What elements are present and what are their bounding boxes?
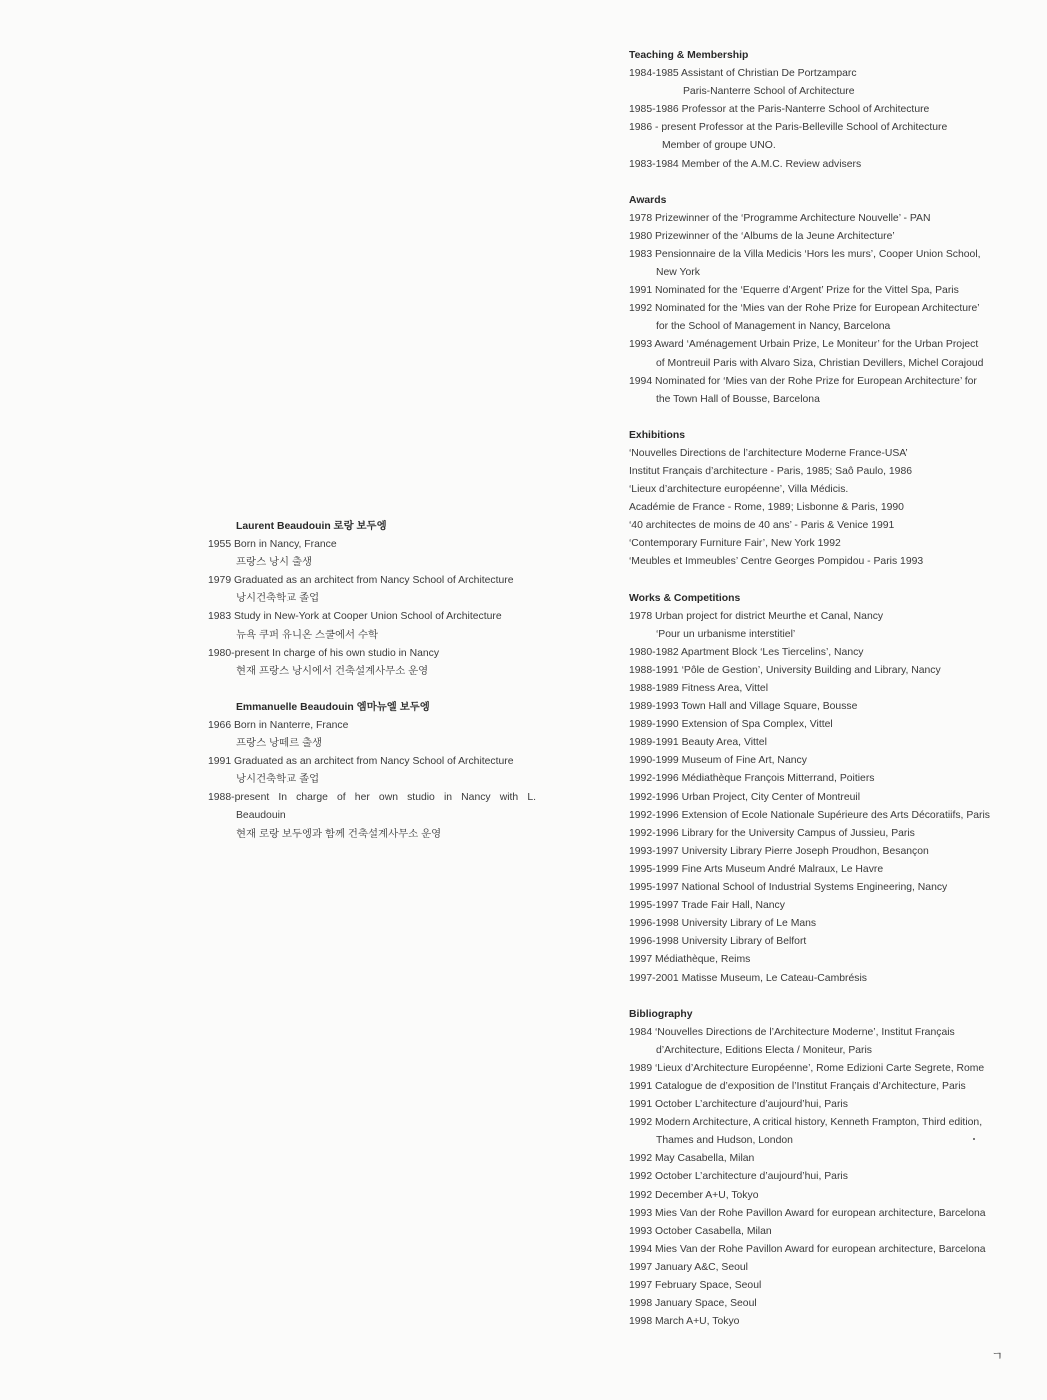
list-item: of Montreuil Paris with Alvaro Siza, Christian Devillers, Michel Corajoud [656, 357, 984, 369]
list-item: 1994 Nominated for ‘Mies van der Rohe Prize for European Architecture’ for [629, 375, 977, 387]
list-item: 1997 Médiathèque, Reims [629, 954, 751, 966]
list-item: 1985-1986 Professor at the Paris-Nanterre School of Architecture [629, 104, 930, 116]
list-item: ‘Pour un urbanisme interstitiel’ [656, 628, 796, 640]
list-item: 1989-1993 Town Hall and Village Square, Bousse [629, 701, 858, 713]
list-item: 1983 Study in New-York at Cooper Union School of Architecture [208, 611, 502, 623]
page-corner-mark: ㄱ [991, 1349, 1003, 1363]
teaching-section [629, 47, 1009, 174]
list-item: 1995-1997 Trade Fair Hall, Nancy [629, 900, 785, 912]
list-item: 1992 December A+U, Tokyo [629, 1189, 759, 1201]
emmanuelle-rows [208, 717, 538, 844]
bibliography-section [629, 1006, 1009, 1332]
teaching-rows [629, 65, 1009, 174]
list-item: Beaudouin [236, 810, 286, 822]
list-item: 1989 ‘Lieux d’Architecture Européenne’, Rome Edizioni Carte Segrete, Rome [629, 1062, 985, 1074]
list-item: 1992-1996 Library for the University Campus of Jussieu, Paris [629, 827, 915, 839]
list-item: 1994 Mies Van der Rohe Pavillon Award for european architecture, Barcelona [629, 1243, 986, 1255]
laurent-title: Laurent Beaudouin 로랑 보두엥 [236, 521, 387, 532]
list-item: 1992-1996 Urban Project, City Center of Montreuil [629, 791, 861, 803]
list-item: 뉴욕 쿠퍼 유니온 스쿨에서 수학 [236, 629, 379, 641]
list-item: 1980-1982 Apartment Block ‘Les Tiercelins’, Nancy [629, 646, 864, 658]
list-item: 1988-present In charge of her own studio in Nancy with L. [208, 792, 536, 804]
emmanuelle-title: Emmanuelle Beaudouin 엠마뉴엘 보두엥 [236, 701, 430, 713]
list-item: 1998 January Space, Seoul [629, 1298, 757, 1310]
list-item: 현재 로랑 보두엥과 함께 건축설계사무소 운영 [236, 828, 442, 840]
list-item: 1989-1991 Beauty Area, Vittel [629, 737, 767, 749]
list-item: 1980 Prizewinner of the ‘Albums de la Jeune Architecture’ [629, 230, 895, 242]
list-item: 1986 - present Professor at the Paris-Belleville School of Architecture [629, 122, 948, 134]
list-item: 프랑스 낭시 출생 [236, 557, 313, 569]
list-item: Paris-Nanterre School of Architecture [683, 86, 855, 98]
works-section [629, 590, 1009, 988]
list-item: the Town Hall of Bousse, Barcelona [656, 393, 820, 405]
list-item: 1955 Born in Nancy, France [208, 539, 337, 551]
list-item: 1989-1990 Extension of Spa Complex, Vittel [629, 719, 833, 731]
list-item: ‘40 architectes de moins de 40 ans’ - Paris & Venice 1991 [629, 520, 895, 532]
list-item: 1997 February Space, Seoul [629, 1280, 762, 1291]
bibliography-rows [629, 1024, 1009, 1332]
stray-dot [973, 1138, 975, 1140]
bibliography-title: Bibliography [629, 1008, 693, 1020]
left-column [208, 518, 538, 862]
exhibitions-title: Exhibitions [629, 429, 685, 441]
list-item: 1988-1989 Fitness Area, Vittel [629, 683, 769, 694]
list-item: Institut Français d’architecture - Paris, 1985; Saô Paulo, 1986 [629, 465, 913, 477]
list-item: 현재 프랑스 낭시에서 건축설계사무소 운영 [236, 665, 429, 677]
list-item: 1978 Prizewinner of the ‘Programme Architecture Nouvelle’ - PAN [629, 212, 931, 224]
list-item: 1991 Catalogue de d’exposition de l’Institut Français d’Architecture, Paris [629, 1080, 966, 1092]
list-item: 1993 October Casabella, Milan [629, 1225, 772, 1237]
list-item: 1984-1985 Assistant of Christian De Portzamparc [629, 68, 857, 80]
emmanuelle-section [208, 699, 538, 844]
list-item: for the School of Management in Nancy, Barcelona [656, 321, 891, 333]
awards-section [629, 192, 1009, 409]
list-item: 1980-present In charge of his own studio in Nancy [208, 647, 440, 659]
list-item: 1991 Graduated as an architect from Nancy School of Architecture [208, 756, 514, 768]
list-item: 1992-1996 Médiathèque François Mitterrand, Poitiers [629, 773, 875, 785]
list-item: 1983 Pensionnaire de la Villa Medicis ‘Hors les murs’, Cooper Union School, [629, 248, 981, 260]
list-item: 1996-1998 University Library of Belfort [629, 936, 807, 948]
list-item: 1997-2001 Matisse Museum, Le Cateau-Cambrésis [629, 972, 867, 984]
list-item: 1996-1998 University Library of Le Mans [629, 918, 817, 930]
list-item: ‘Contemporary Furniture Fair’, New York 1992 [629, 538, 841, 550]
list-item: ‘Lieux d’architecture européenne’, Villa Médicis. [629, 484, 849, 496]
list-item: New York [656, 267, 700, 279]
list-item: 1988-1991 ‘Pôle de Gestion’, University Building and Library, Nancy [629, 664, 941, 676]
list-item: 낭시건축학교 졸업 [236, 593, 320, 605]
list-item: 1992 Modern Architecture, A critical history, Kenneth Frampton, Third edition, [629, 1117, 983, 1129]
list-item: 1993 Mies Van der Rohe Pavillon Award for european architecture, Barcelona [629, 1207, 986, 1219]
list-item: d’Architecture, Editions Electa / Moniteur, Paris [656, 1044, 872, 1056]
list-item: 1998 March A+U, Tokyo [629, 1316, 740, 1328]
list-item: ‘Meubles et Immeubles’ Centre Georges Pompidou - Paris 1993 [629, 556, 924, 568]
list-item: 1993 Award ‘Aménagement Urbain Prize, Le Moniteur’ for the Urban Project [629, 339, 979, 351]
list-item: 1992 October L’architecture d’aujourd’hui, Paris [629, 1171, 848, 1183]
list-item: 1993-1997 University Library Pierre Joseph Proudhon, Besançon [629, 845, 929, 857]
list-item: 1979 Graduated as an architect from Nancy School of Architecture [208, 575, 514, 587]
list-item: 낭시건축학교 졸업 [236, 774, 320, 786]
list-item: 1990-1999 Museum of Fine Art, Nancy [629, 755, 807, 767]
list-item: 1991 October L’architecture d’aujourd’hui, Paris [629, 1099, 848, 1111]
list-item: 1991 Nominated for the ‘Equerre d’Argent’ Prize for the Vittel Spa, Paris [629, 285, 959, 297]
list-item: 1983-1984 Member of the A.M.C. Review advisers [629, 158, 862, 170]
list-item: 1997 January A&C, Seoul [629, 1261, 748, 1273]
laurent-section [208, 518, 538, 681]
teaching-title: Teaching & Membership [629, 50, 749, 61]
right-column [629, 47, 1009, 1349]
works-rows [629, 608, 1009, 988]
list-item: 1992 Nominated for the ‘Mies van der Rohe Prize for European Architecture’ [629, 303, 980, 315]
works-title: Works & Competitions [629, 592, 741, 604]
list-item: 1992 May Casabella, Milan [629, 1153, 755, 1165]
list-item: ‘Nouvelles Directions de l’architecture Moderne France-USA’ [629, 447, 908, 459]
list-item: 1978 Urban project for district Meurthe et Canal, Nancy [629, 610, 884, 622]
list-item: 1992-1996 Extension of Ecole Nationale Supérieure des Arts Décoratiifs, Paris [629, 809, 990, 821]
list-item: 1995-1997 National School of Industrial Systems Engineering, Nancy [629, 882, 948, 894]
awards-title: Awards [629, 194, 667, 206]
awards-rows [629, 210, 1009, 409]
list-item: 1995-1999 Fine Arts Museum André Malraux, Le Havre [629, 863, 884, 875]
list-item: Member of groupe UNO. [662, 140, 776, 152]
list-item: 프랑스 낭떼르 출생 [236, 738, 323, 750]
exhibitions-rows [629, 445, 1009, 572]
exhibitions-section [629, 427, 1009, 572]
list-item: Académie de France - Rome, 1989; Lisbonne & Paris, 1990 [629, 502, 904, 514]
list-item: 1966 Born in Nanterre, France [208, 719, 349, 731]
list-item: 1984 ‘Nouvelles Directions de l’Architecture Moderne’, Institut Français [629, 1026, 955, 1038]
laurent-rows [208, 536, 538, 681]
list-item: Thames and Hudson, London [656, 1135, 793, 1147]
